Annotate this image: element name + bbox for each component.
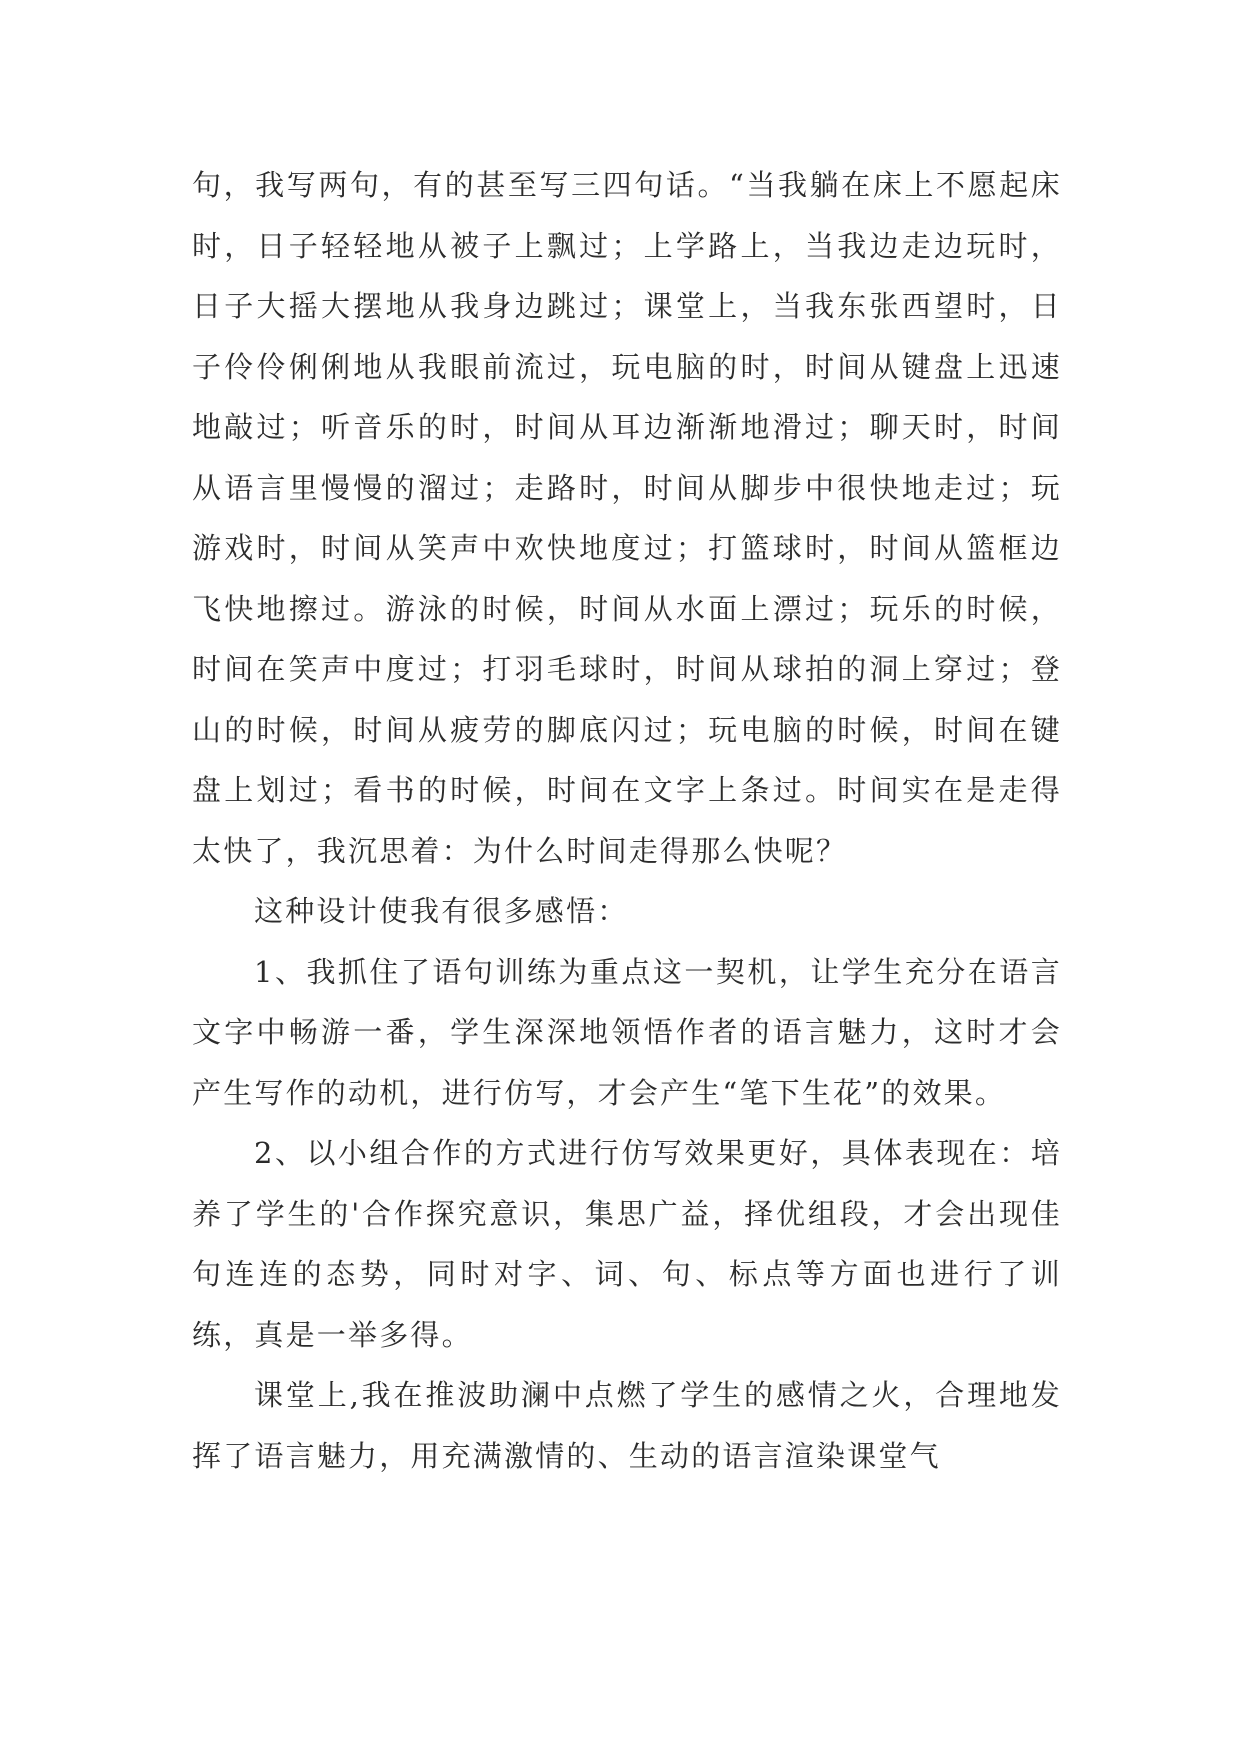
paragraph-point-1: 1、我抓住了语句训练为重点这一契机，让学生充分在语言文字中畅游一番，学生深深地领悟作者的语言魅力，这时才会产生写作的动机，进行仿写，才会产生“笔下生花”的效果。 [192, 954, 1062, 1110]
paragraph-classroom: 课堂上,我在推波助澜中点燃了学生的感情之火，合理地发挥了语言魅力，用充满激情的、生动的语言渲染课堂气 [192, 1378, 1062, 1473]
paragraph-point-2: 2、以小组合作的方式进行仿写效果更好，具体表现在：培养了学生的'合作探究意识，集思广益，择优组段，才会出现佳句连连的态势，同时对字、词、句、标点等方面也进行了训练，真是一举多得。 [192, 1136, 1062, 1352]
paragraph-continuation: 句，我写两句，有的甚至写三四句话。“当我躺在床上不愿起床时，日子轻轻地从被子上飘过；上学路上，当我边走边玩时，日子大摇大摆地从我身边跳过；课堂上，当我东张西望时，日子伶伶俐俐地从我眼前流过，玩电脑的时，时间从键盘上迅速地敲过；听音乐的时，时间从耳边渐渐地滑过；聊天时，时间从语言里慢慢的溜过；走路时，时间从脚步中很快地走过；玩游戏时，时间从笑声中欢快地度过；打篮球时，时间从篮框边飞快地擦过。游泳的时候，时间从水面上漂过；玩乐的时候，时间在笑声中度过；打羽毛球时，时间从球拍的洞上穿过；登山的时候，时间从疲劳的脚底闪过；玩电脑的时候，时间在键盘上划过；看书的时候，时间在文字上条过。时间实在是走得太快了，我沉思着：为什么时间走得那么快呢？ [192, 168, 1062, 868]
document-body [192, 155, 1062, 1486]
paragraph-reflection-intro: 这种设计使我有很多感悟： [254, 894, 629, 928]
